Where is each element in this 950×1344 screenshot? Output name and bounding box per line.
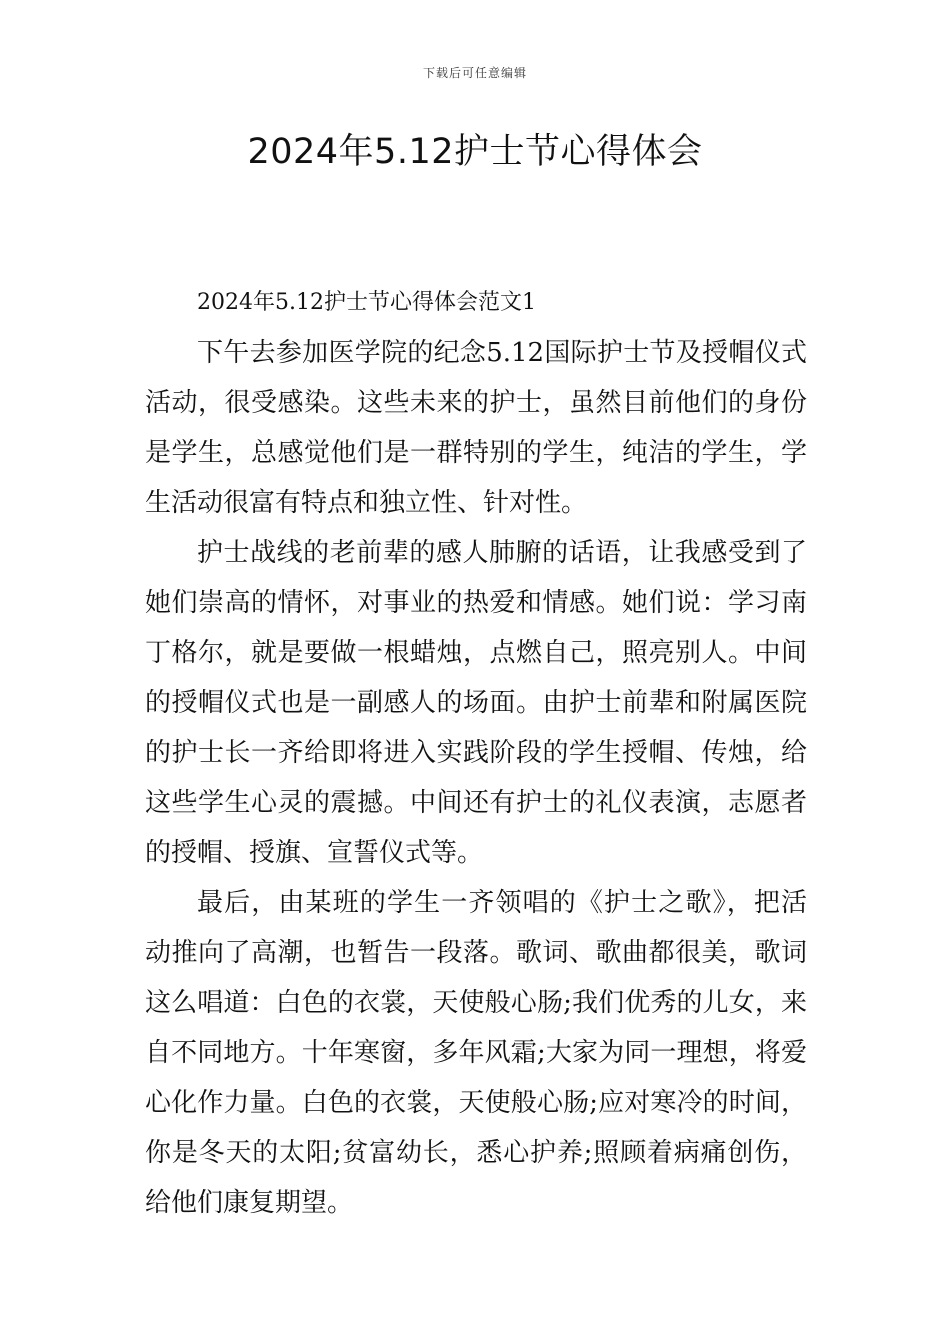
paragraph-1: 下午去参加医学院的纪念5.12国际护士节及授帽仪式活动，很受感染。这些未来的护士，虽然目前他们的身份是学生，总感觉他们是一群特别的学生，纯洁的学生，学生活动很富有特点和独立性、针对性。 <box>145 338 807 518</box>
paragraph-3: 最后，由某班的学生一齐领唱的《护士之歌》，把活动推向了高潮，也暂告一段落。歌词、歌曲都很美，歌词这么唱道：白色的衣裳，天使般心肠;我们优秀的儿女，来自不同地方。十年寒窗，多年风霜;大家为同一理想，将爱心化作力量。白色的衣裳，天使般心肠;应对寒冷的时间，你是冬天的太阳;贫富幼长，悉心护养;照顾着病痛创伤，给他们康复期望。 <box>145 888 807 1218</box>
document-title: 2024年5.12护士节心得体会 <box>247 132 703 172</box>
document-body <box>145 278 807 1228</box>
paragraph-2: 护士战线的老前辈的感人肺腑的话语，让我感受到了她们崇高的情怀，对事业的热爱和情感。她们说：学习南丁格尔，就是要做一根蜡烛，点燃自己，照亮别人。中间的授帽仪式也是一副感人的场面。由护士前辈和附属医院的护士长一齐给即将进入实践阶段的学生授帽、传烛，给这些学生心灵的震撼。中间还有护士的礼仪表演，志愿者的授帽、授旗、宣誓仪式等。 <box>145 538 807 868</box>
header-note: 下载后可任意编辑 <box>422 66 527 80</box>
section-subheading: 2024年5.12护士节心得体会范文1 <box>197 290 536 315</box>
